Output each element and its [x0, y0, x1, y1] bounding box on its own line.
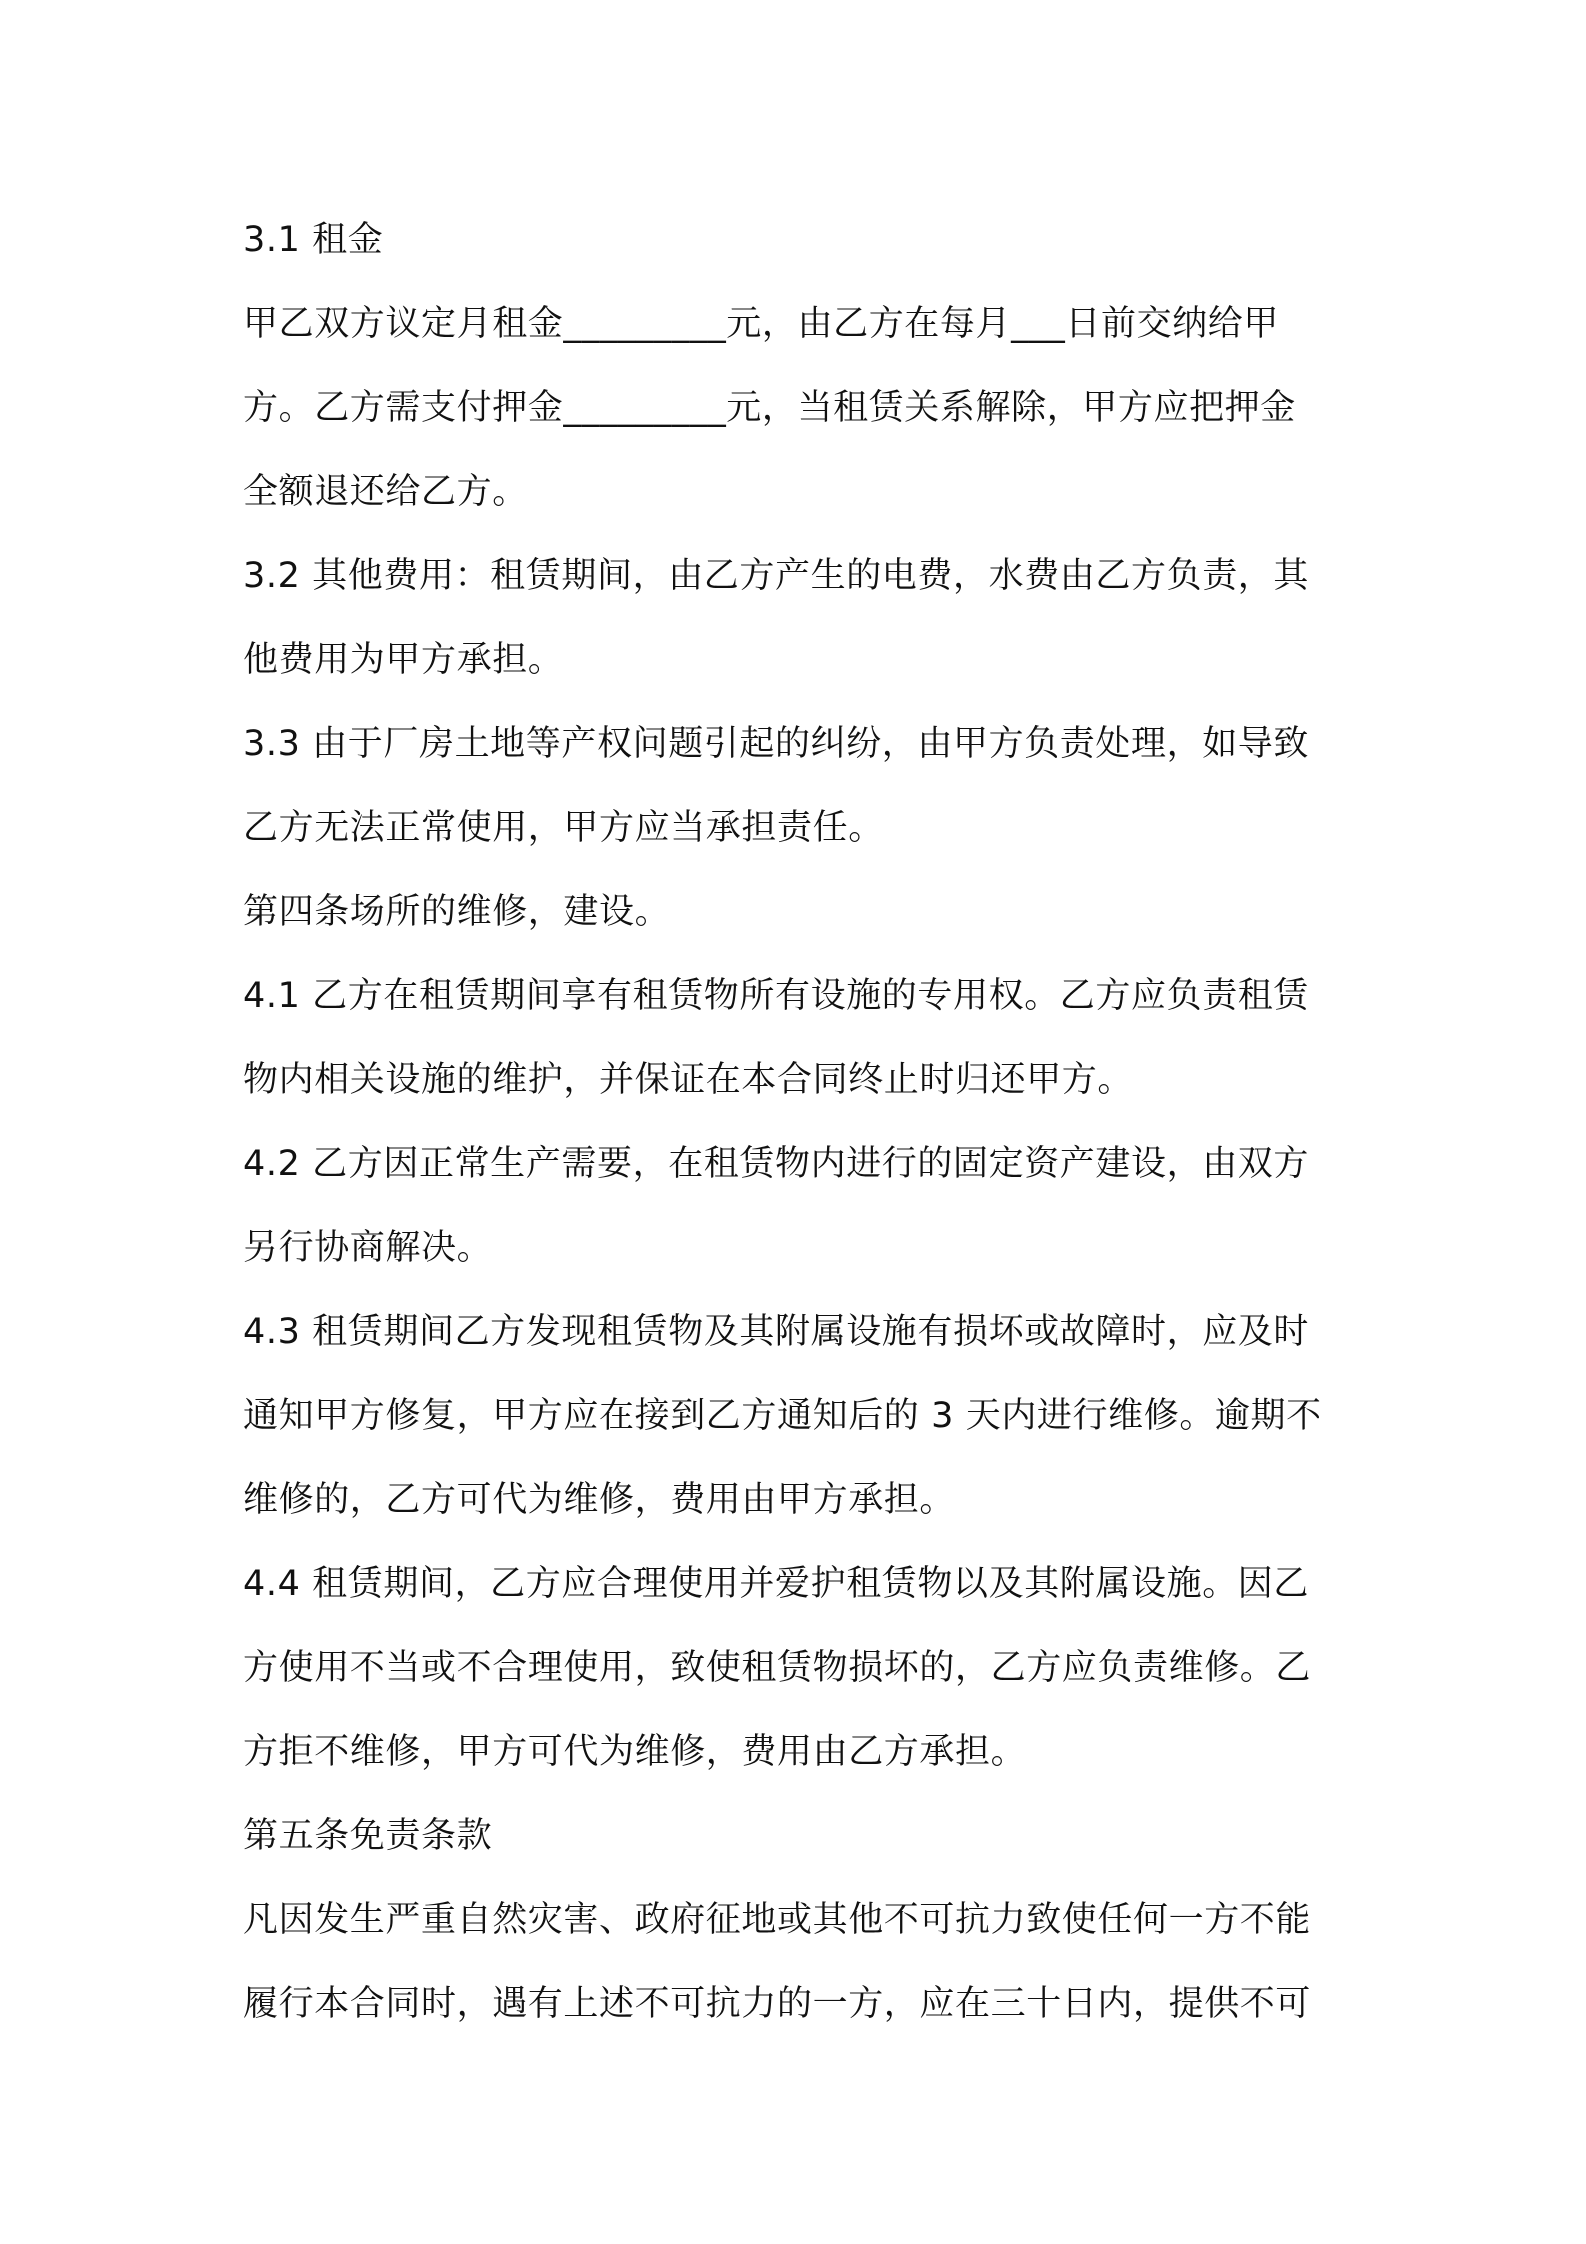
text-line: 履行本合同时，遇有上述不可抗力的一方，应在三十日内，提供不可 [243, 1984, 1312, 2024]
text-line: 方使用不当或不合理使用，致使租赁物损坏的，乙方应负责维修。乙 [243, 1648, 1312, 1688]
text-line: 通知甲方修复，甲方应在接到乙方通知后的 3 天内进行维修。逾期不 [243, 1396, 1322, 1436]
text-line: 凡因发生严重自然灾害、政府征地或其他不可抗力致使任何一方不能 [243, 1900, 1312, 1940]
text-line: 4.2 乙方因正常生产需要，在租赁物内进行的固定资产建设，由双方 [243, 1144, 1309, 1184]
text-line: 物内相关设施的维护，并保证在本合同终止时归还甲方。 [243, 1060, 1134, 1100]
text-line: 3.2 其他费用：租赁期间，由乙方产生的电费，水费由乙方负责，其 [243, 556, 1309, 596]
text-line: 4.1 乙方在租赁期间享有租赁物所有设施的专用权。乙方应负责租赁 [243, 976, 1309, 1016]
text-line: 另行协商解决。 [243, 1228, 493, 1268]
section-heading: 第五条免责条款 [243, 1816, 493, 1856]
document-body [243, 198, 1353, 2046]
text-line: 方。乙方需支付押金_________元，当租赁关系解除，甲方应把押金 [243, 388, 1296, 428]
text-line: 甲乙双方议定月租金_________元，由乙方在每月___日前交纳给甲 [243, 304, 1280, 344]
section-heading: 第四条场所的维修，建设。 [243, 892, 671, 932]
text-line: 乙方无法正常使用，甲方应当承担责任。 [243, 808, 884, 848]
text-line: 3.3 由于厂房土地等产权问题引起的纠纷，由甲方负责处理，如导致 [243, 724, 1309, 764]
text-line: 4.4 租赁期间，乙方应合理使用并爱护租赁物以及其附属设施。因乙 [243, 1564, 1309, 1604]
text-line: 全额退还给乙方。 [243, 472, 528, 512]
text-line: 他费用为甲方承担。 [243, 640, 564, 680]
text-line: 4.3 租赁期间乙方发现租赁物及其附属设施有损坏或故障时，应及时 [243, 1312, 1309, 1352]
text-line: 维修的，乙方可代为维修，费用由甲方承担。 [243, 1480, 956, 1520]
text-line: 3.1 租金 [243, 220, 384, 260]
text-line: 方拒不维修，甲方可代为维修，费用由乙方承担。 [243, 1732, 1027, 1772]
